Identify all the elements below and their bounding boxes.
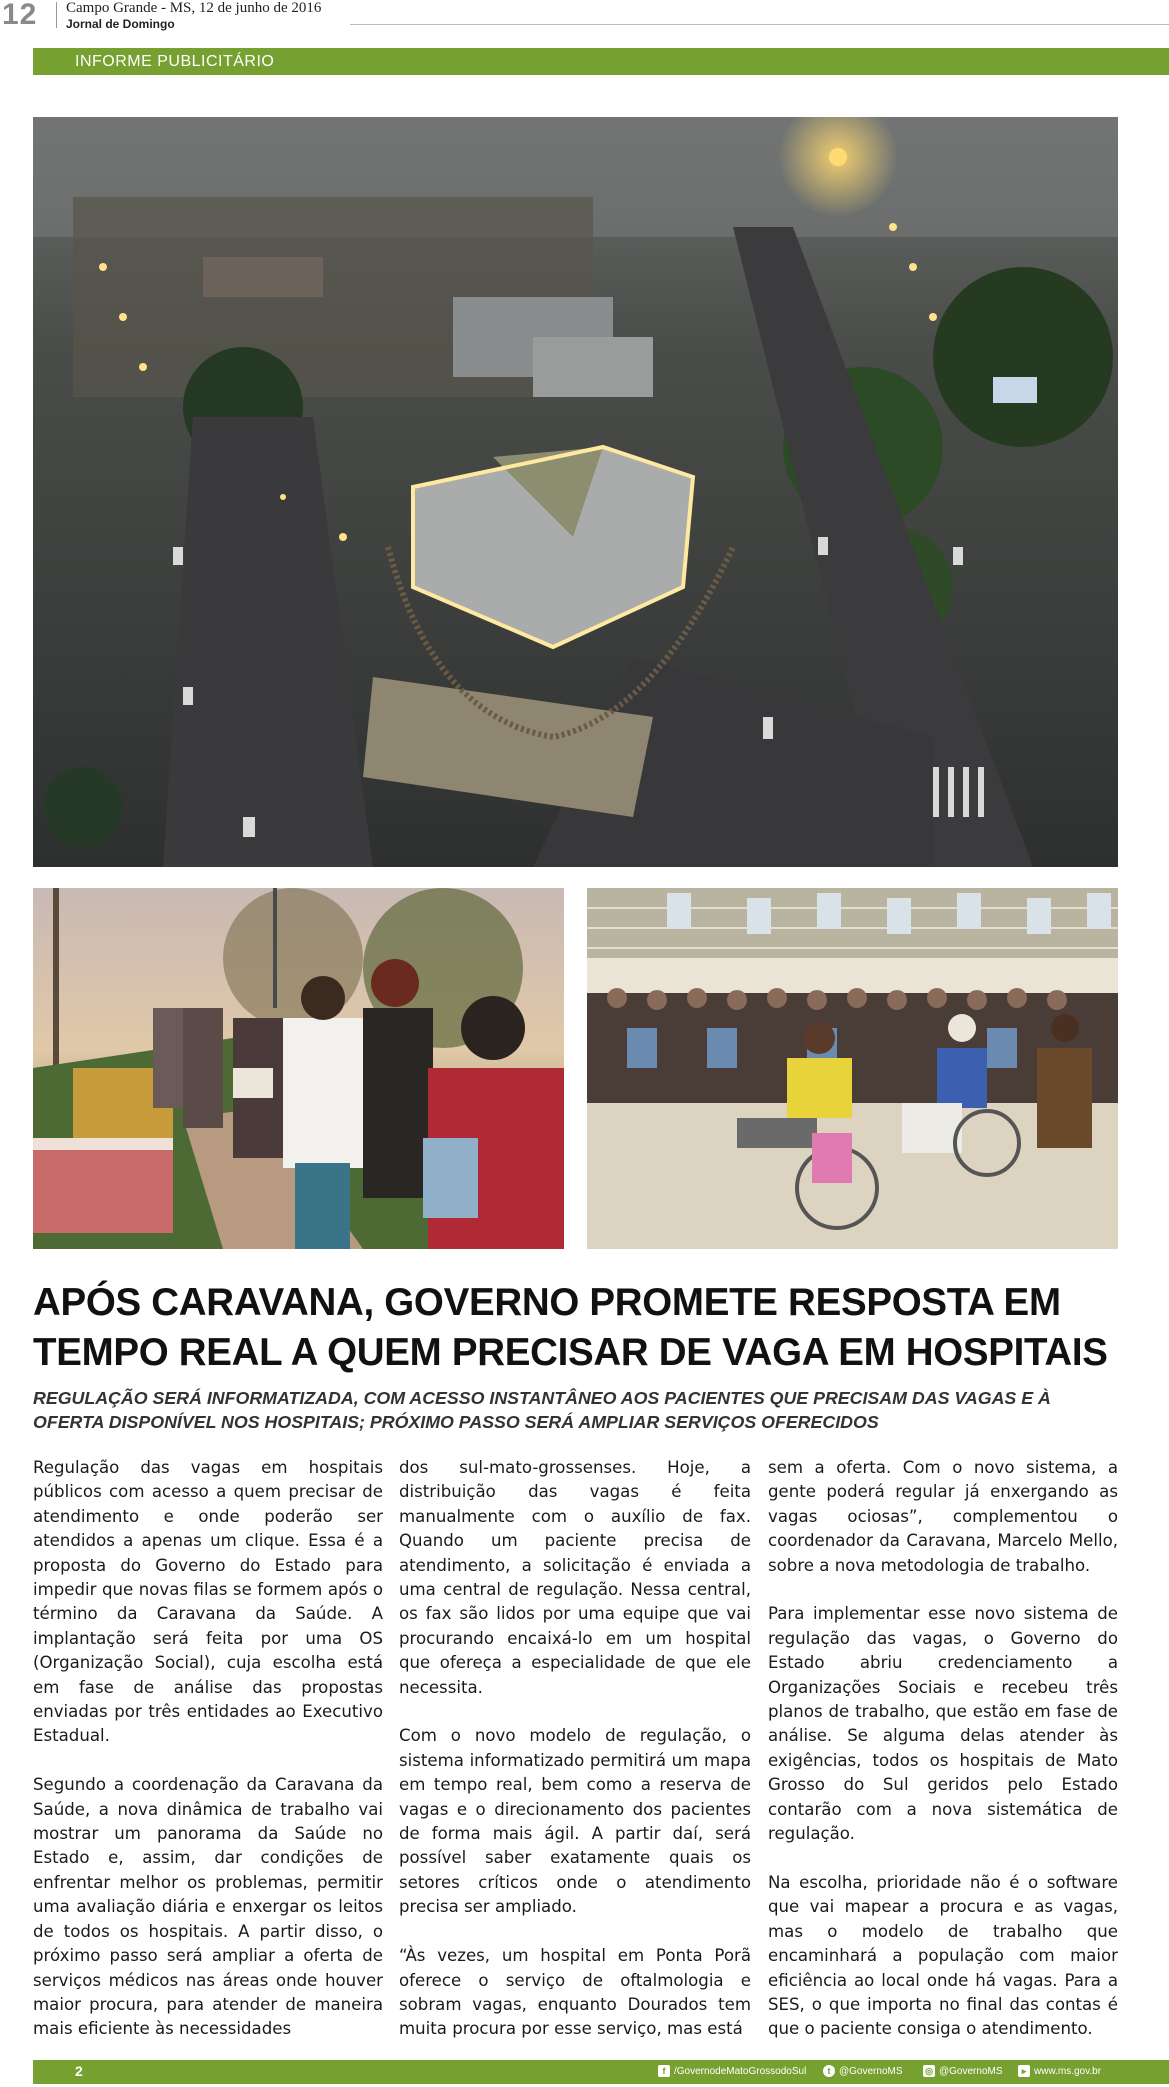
footer-facebook[interactable]	[658, 2065, 806, 2077]
twitter-icon: t	[823, 2065, 835, 2077]
facebook-handle: /GovernodeMatoGrossodoSul	[674, 2065, 807, 2077]
paragraph: sem a oferta. Com o novo sistema, a gente poderá regular já enxergando as vagas ociosas”, complementou o coordenador da Caravana, Marcelo Mello, sobre a nova metodologia de trabalho.	[768, 1458, 1118, 1575]
footer-website[interactable]	[1018, 2065, 1101, 2077]
twitter-handle: @GovernoMS	[839, 2065, 903, 2077]
aerial-photo	[33, 117, 1118, 867]
footer-page-number: 2	[75, 2063, 83, 2079]
header-divider	[56, 2, 57, 28]
header-paper-name: Jornal de Domingo	[66, 17, 175, 31]
page-number: 12	[2, 0, 38, 31]
paragraph: Segundo a coordenação da Caravana da Saúde, a nova dinâmica de trabalho vai mostrar um panorama da Saúde no Estado e, assim, dar condições de enfrentar melhor os problemas, permitir uma avaliação diária e enxergar os leitos de todos os hospitais. A partir disso, o próximo passo será ampliar a oferta de serviços médicos nas áreas onde houver maior procura, para atender de maneira mais eficiente às necessidades	[33, 1775, 383, 2039]
footer-band	[33, 2060, 1169, 2084]
instagram-icon: ◎	[923, 2065, 935, 2077]
article-column-2	[399, 1456, 751, 2042]
footer-twitter[interactable]	[823, 2065, 903, 2077]
paragraph: dos sul-mato-grossenses. Hoje, a distribuição das vagas é feita manualmente com o auxílio de fax. Quando um paciente precisa de atendimento, a solicitação é enviada a uma central de regulação. Nessa central, os fax são lidos por uma equipe que vai procurando encaixá-lo em um hospital que ofereça a especialidade de que ele necessita.	[399, 1458, 751, 1697]
section-label: INFORME PUBLICITÁRIO	[75, 53, 275, 70]
footer-instagram[interactable]	[923, 2065, 1003, 2077]
paragraph: Na escolha, prioridade não é o software que vai mapear a procura e as vagas, mas o modelo de trabalho que encaminhará a população com maior eficiência ao local onde há vagas. Para a SES, o que importa no final das contas é que o paciente consiga o atendimento.	[768, 1872, 1118, 2039]
article-subhead: REGULAÇÃO SERÁ INFORMATIZADA, COM ACESSO INSTANTÂNEO AOS PACIENTES QUE PRECISAM DAS VAGAS E À OFERTA DISPONÍVEL NOS HOSPITAIS; PRÓXIMO PASSO SERÁ AMPLIAR SERVIÇOS OFERECIDOS	[33, 1388, 1051, 1432]
queue-photo	[33, 888, 564, 1249]
hall-photo	[587, 888, 1118, 1249]
header-rule	[350, 24, 1169, 25]
paragraph: “Às vezes, um hospital em Ponta Porã oferece o serviço de oftalmologia e sobram vagas, enquanto Dourados tem muita procura por esse serviço, mas está	[399, 1946, 751, 2039]
article-column-3	[768, 1456, 1118, 2042]
paragraph: Para implementar esse novo sistema de regulação das vagas, o Governo do Estado abriu credenciamento a Organizações Sociais e recebeu três planos de trabalho, que estão em fase de análise. Se alguma delas atender às exigências, todos os hospitais de Mato Grosso do Sul geridos pelo Estado contarão com a nova sistemática de regulação.	[768, 1604, 1118, 1844]
facebook-icon: f	[658, 2065, 670, 2077]
website-url: www.ms.gov.br	[1034, 2065, 1102, 2077]
header-city-date: Campo Grande - MS, 12 de junho de 2016	[66, 0, 322, 16]
paragraph: Regulação das vagas em hospitais públicos com acesso a quem precisar de atendimento e onde poderão ser atendidos a apenas um clique. Essa é a proposta do Governo do Estado para impedir que novas filas se formem após o término da Caravana da Saúde. A implantação será feita por uma OS (Organização Social), cuja escolha está em fase de análise das propostas enviadas por três entidades ao Executivo Estadual.	[33, 1458, 383, 1746]
instagram-handle: @GovernoMS	[939, 2065, 1003, 2077]
globe-icon: ▸	[1018, 2065, 1030, 2077]
article-headline: APÓS CARAVANA, GOVERNO PROMETE RESPOSTA EM TEMPO REAL A QUEM PRECISAR DE VAGA EM HOSPITAIS	[33, 1281, 1108, 1374]
paragraph: Com o novo modelo de regulação, o sistema informatizado permitirá um mapa em tempo real, bem como a reserva de vagas e o direcionamento dos pacientes de forma mais ágil. A partir daí, será possível saber exatamente quais os setores críticos onde o atendimento precisa ser ampliado.	[399, 1726, 751, 1917]
article-column-1	[33, 1456, 383, 2042]
section-band	[33, 48, 1169, 75]
